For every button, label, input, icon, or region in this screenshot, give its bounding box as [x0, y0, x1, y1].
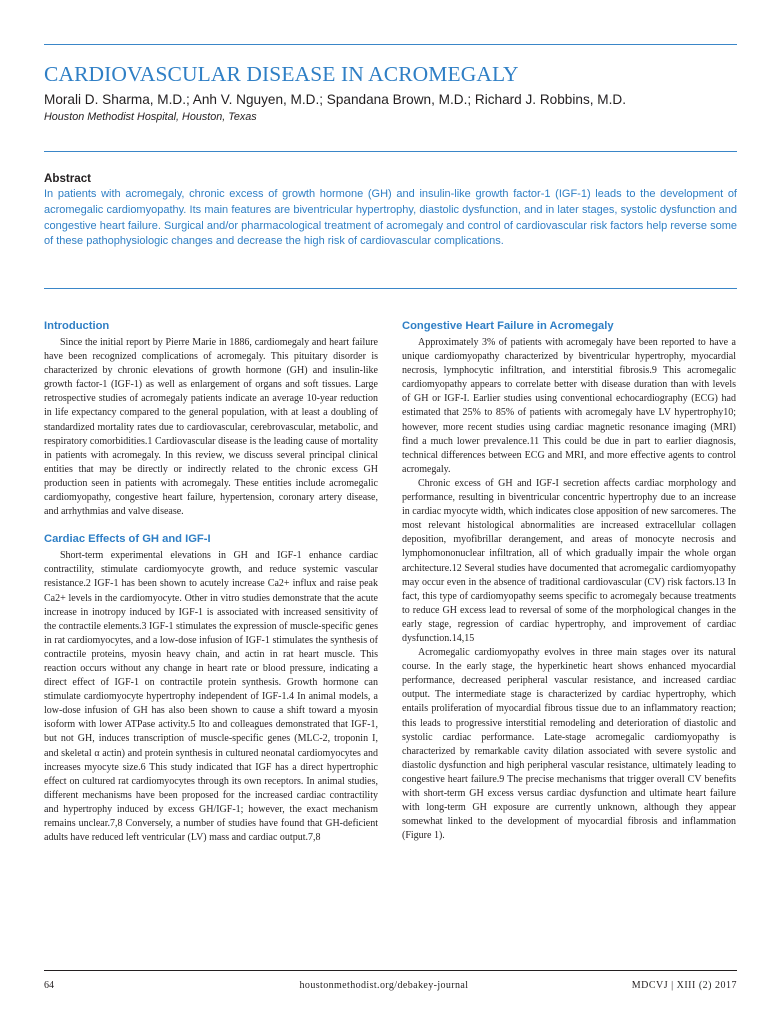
affiliation: Houston Methodist Hospital, Houston, Texas — [44, 111, 257, 123]
cardiac-effects-paragraph: Short-term experimental elevations in GH and IGF-1 enhance cardiac contractility, stimulate cardiomyocyte growth, and reduce systemic vascular resistance.2 IGF-1 has been shown to acutely increase Ca2+ influx and raise peak Ca2+ levels in the cardiomyocyte. Other in vitro studies demonstrate that the acute increase in inotropy induced by IGF-1 is associated with increased sensitivity of the contractile elements.3 IGF-1 stimulates the expression of muscle-specific genes in rat cardiomyocytes, and a low-dose infusion of IGF-1 stimulates the synthesis of contractile proteins, myosin heavy chain, and actin in rat heart muscle. This reaction occurs without any change in heart rate or blood pressure, indicating a direct effect of IGF-1 on contractile protein synthesis. Growth hormone can stimulate cardiomyocyte hypertrophy independent of IGF-1.4 In animal models, a low-dose infusion of GH has also been shown to cause a shift toward a myosin isoform with lower ATPase activity.5 Ito and colleagues demonstrated that IGF-1, but not GH, induces transcription of muscle-specific genes (MLC-2, troponin I, and skeletal α actin) and protein synthesis in cultured neonatal cardiomyocytes and increases myocyte size.6 This study indicated that IGF has a direct hypertrophic effect on cultured rat cardiomyocytes through its own receptors. In animal studies, different mechanisms have been proposed for the increased cardiac contractility and hypertrophy induced by excess GH/IGF-1; however, the exact mechanism remains unclear.7,8 Conversely, a number of studies have found that GH-deficient adults have reduced left ventricular (LV) mass and cardiac output.7,8 — [44, 550, 378, 844]
abstract-bottom-rule — [44, 288, 737, 289]
journal-url[interactable]: houstonmethodist.org/debakey-journal — [299, 980, 469, 991]
section-heading-cardiac-effects: Cardiac Effects of GH and IGF-I — [44, 533, 211, 546]
article-title: CARDIOVASCULAR DISEASE IN ACROMEGALY — [44, 62, 519, 86]
abstract-text: In patients with acromegaly, chronic excess of growth hormone (GH) and insulin-like growth factor-1 (IGF-1) leads to the development of acromegalic cardiomyopathy. Its main features are biventricular hypertrophy, diastolic dysfunction, and in later stages, systolic dysfunction and congestive heart failure. Surgical and/or pharmacological treatment of acromegaly and control of cardiovascular risk factors help reverse some of these pathophysiologic changes and decrease the high risk of cardiovascular complications. — [44, 188, 737, 248]
page-number: 64 — [44, 980, 54, 991]
left-column — [44, 318, 378, 845]
chf-paragraph-3: Acromegalic cardiomyopathy evolves in three main stages over its natural course. In the early stage, the hyperkinetic heart shows enhanced myocardial performance, decreased peripheral vascular resistance, and increased cardiac output. The intermediate stage is characterized by cardiac hypertrophy, which entails proliferation of myocardial fibrous tissue due to an inflammatory reaction; this leads to progressive interstitial remodeling and deterioration of diastolic and systolic cardiac performance. Late-stage acromegalic cardiomyopathy is characterized by remarkable cavity dilation associated with severe systolic and diastolic dysfunction and high peripheral vascular resistance, ultimately leading to congestive heart failure.9 The precise mechanisms that trigger overall CV benefits with short-term GH excess versus cardiac dysfunction and ultimate heart failure with long-term GH exposure are currently unknown, although they appear somewhat linked to the development of myocardial fibrosis and inflammation (Figure 1). — [402, 647, 736, 842]
journal-citation: MDCVJ | XIII (2) 2017 — [631, 980, 737, 991]
author-list: Morali D. Sharma, M.D.; Anh V. Nguyen, M.D.; Spandana Brown, M.D.; Richard J. Robbins, M.D. — [44, 92, 626, 107]
introduction-paragraph: Since the initial report by Pierre Marie in 1886, cardiomegaly and heart failure have been recognized complications of acromegaly. This pituitary disorder is characterized by chronic elevations of growth hormone (GH) and insulin-like growth factor-1 (IGF-1) as well as enlargement of organs and soft tissues. Large retrospective studies of acromegaly patients indicate an average 10-year reduction in life expectancy compared to the general population, with at least a doubling of standardized mortality rates due to cardiovascular, cerebrovascular, metabolic, and respiratory comorbidities.1 Cardiovascular disease is the leading cause of mortality in patients with acromegaly. In this review, we discuss several principal clinical entities that may be directly or indirectly related to the chronic excess GH production seen in patients with acromegaly. These entities include acromegalic cardiomyopathy, congestive heart failure, hypertension, coronary artery disease, and arrhythmias and valve disease. — [44, 337, 378, 518]
chf-paragraph-2: Chronic excess of GH and IGF-I secretion affects cardiac morphology and performance, resulting in biventricular concentric hypertrophy due to an increase in cardiac myocyte width, which indicates close apposition of new sarcomeres. The most relevant histological abnormalities are increased extracellular collagen deposition, myofibrillar derangement, and areas of monocyte necrosis and lymphomononuclear infiltration, all of which gradually impair the whole organ architecture.12 Several studies have documented that acromegalic cardiomyopathy may occur even in the absence of traditional cardiovascular (CV) risk factors.13 In fact, this type of cardiomyopathy seems specific to acromegaly because treatments to reduce GH excess lead to reversal of some of the morphological changes in the early stage, regression of cardiac hypertrophy, and improvement of cardiac dysfunction.14,15 — [402, 477, 736, 644]
footer-rule — [44, 970, 737, 971]
chf-paragraph-1: Approximately 3% of patients with acromegaly have been reported to have a unique cardiomyopathy characterized by biventricular hypertrophy, myocardial necrosis, lymphocytic infiltration, and interstitial fibrosis.9 This acromegalic cardiomyopathy appears to correlate better with disease duration than with levels of GH or IGF-I. Earlier studies using conventional echocardiography (ECG) had estimated that 25% to 85% of patients with acromegaly have LV hypertrophy10; however, more recent studies using cardiac magnetic resonance imaging (MRI) find a much lower prevalence.11 This could be due in part to earlier diagnosis, technical differences between ECG and MRI, and more effective agents to control acromegaly. — [402, 337, 736, 475]
section-heading-introduction: Introduction — [44, 320, 110, 332]
section-heading-chf: Congestive Heart Failure in Acromegaly — [402, 320, 614, 332]
top-rule — [44, 44, 737, 45]
abstract-heading: Abstract — [44, 172, 92, 185]
right-column — [402, 318, 736, 843]
abstract-top-rule — [44, 151, 737, 152]
